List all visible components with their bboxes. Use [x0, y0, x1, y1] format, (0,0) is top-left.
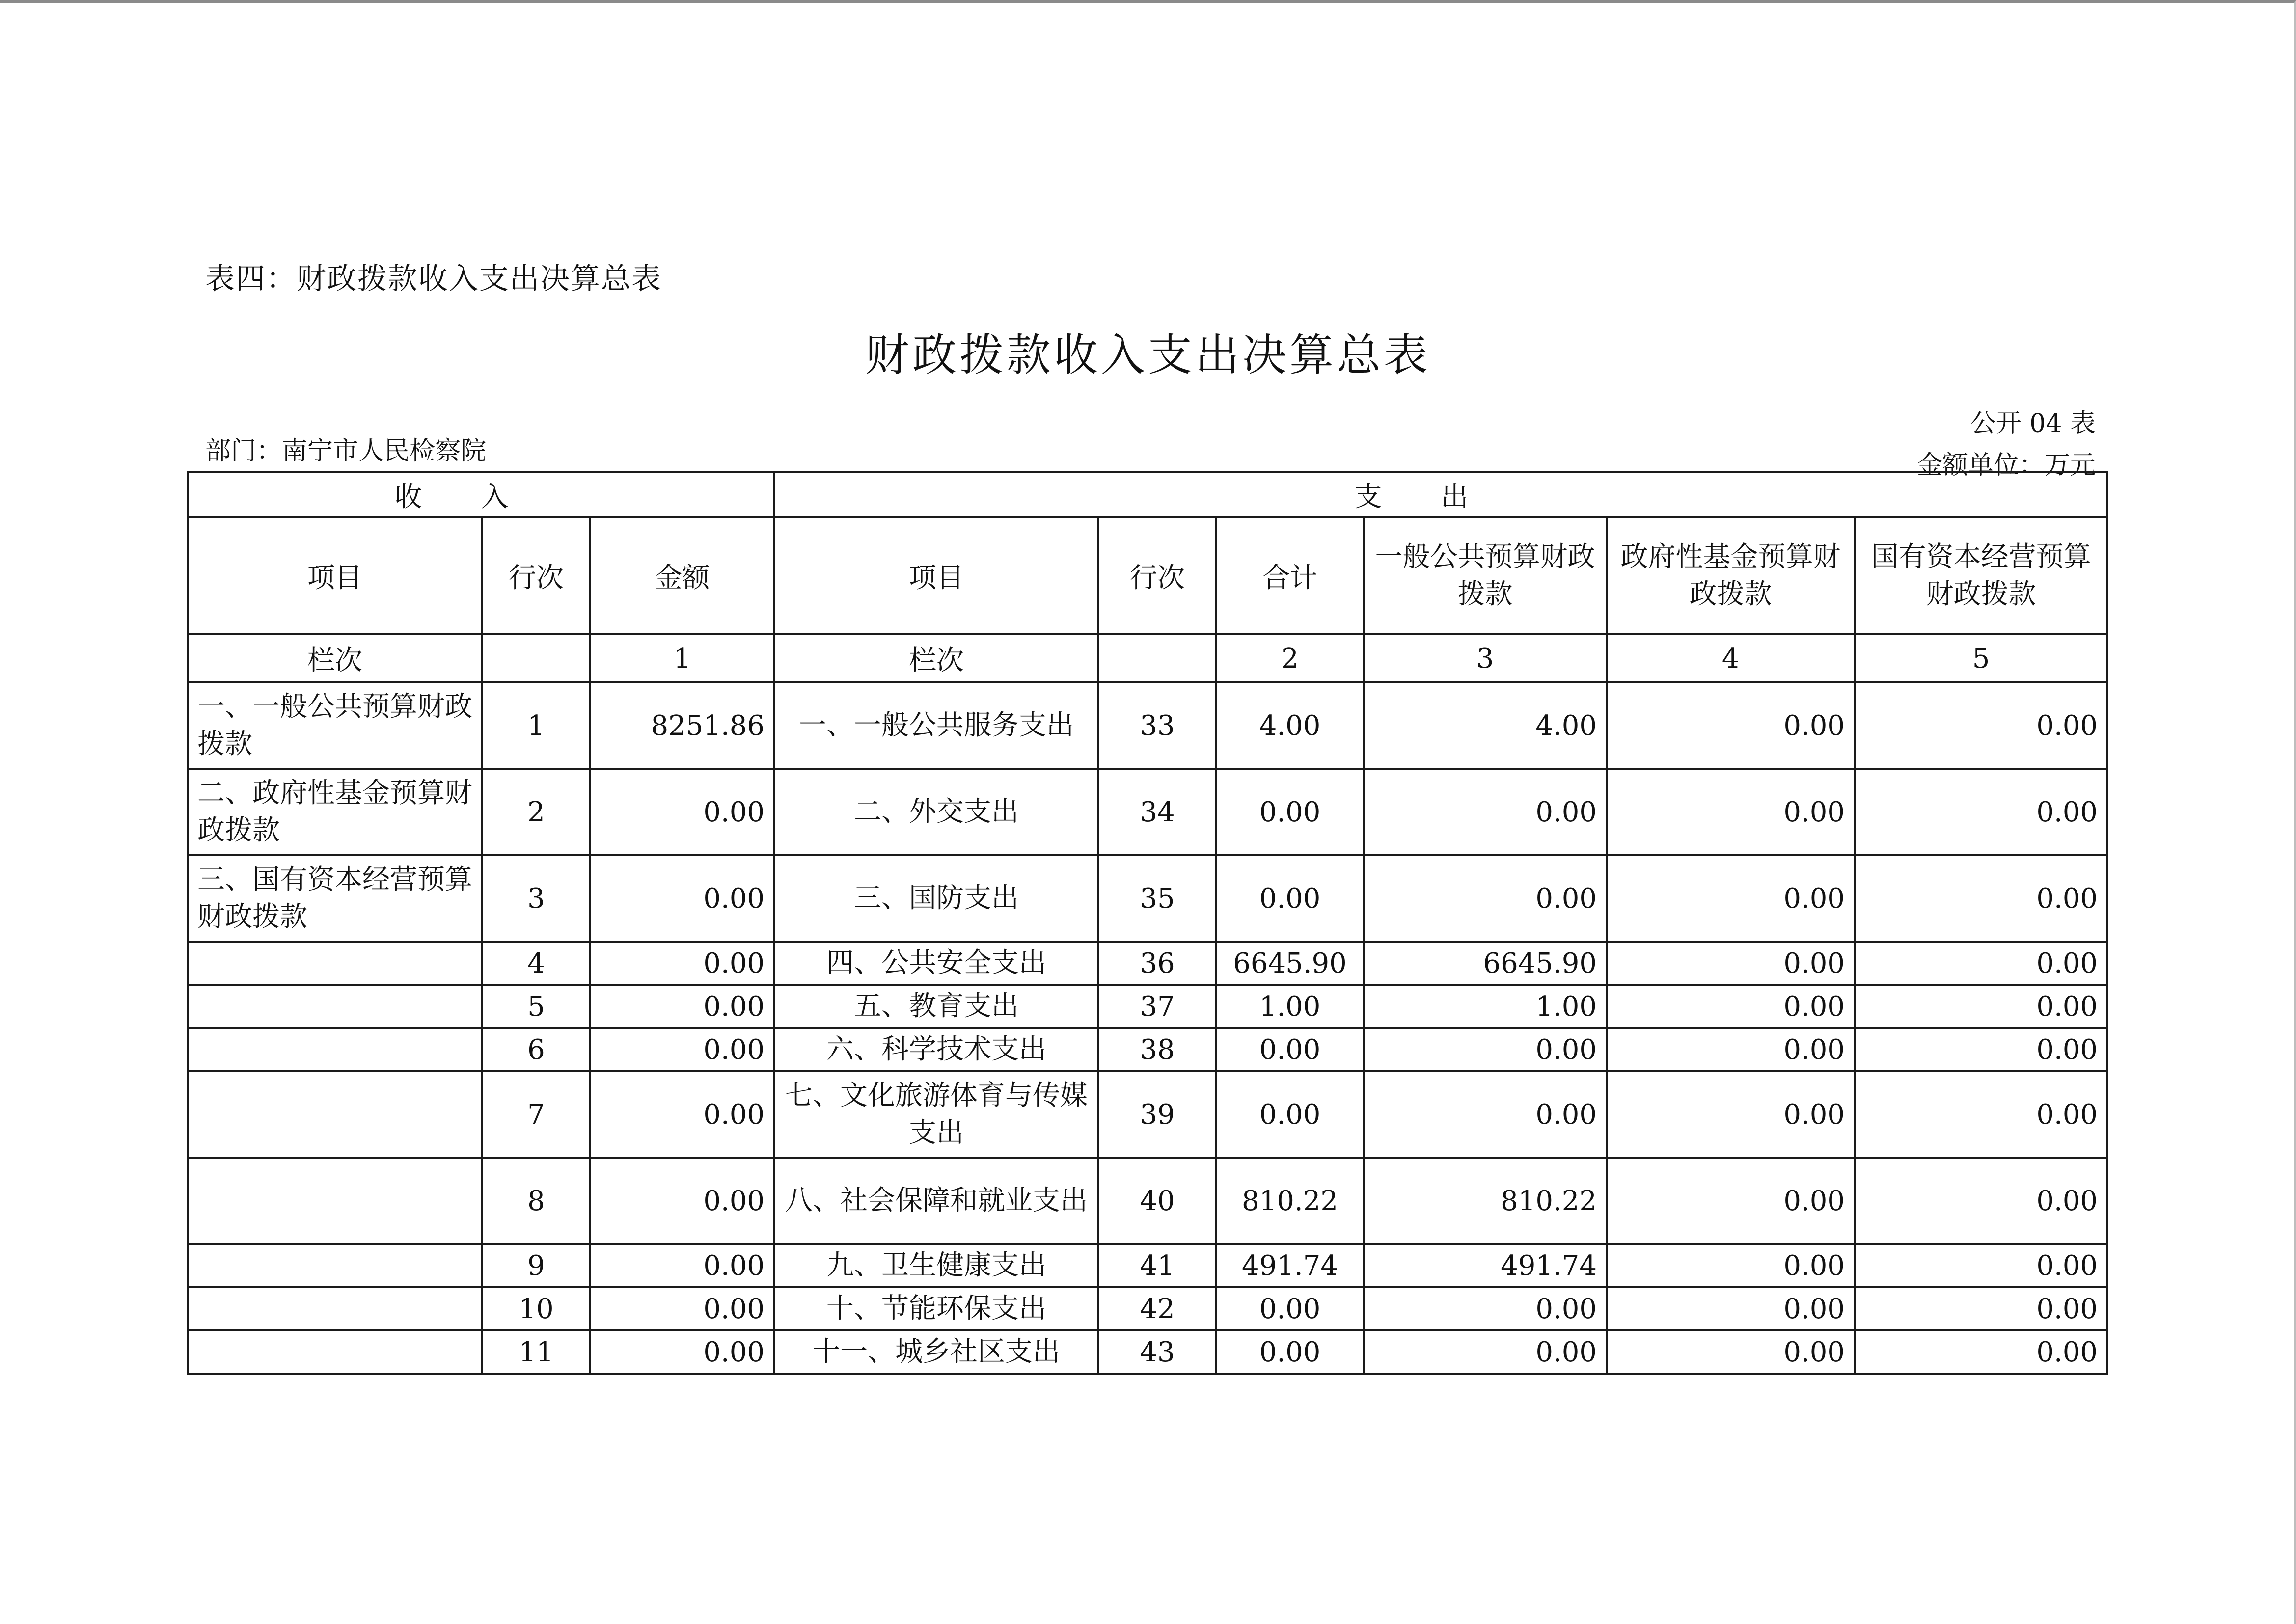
expense-header-text: 支出: [1354, 481, 1528, 513]
page-title: 财政拨款收入支出决算总表: [865, 329, 1431, 381]
income-item: [188, 1244, 482, 1287]
income-amount: 0.00: [590, 985, 774, 1028]
income-amount: 0.00: [590, 1287, 774, 1330]
col-header-exp-row-no: 行次: [1098, 517, 1216, 634]
income-item: [188, 1158, 482, 1244]
expense-item: 一、一般公共服务支出: [774, 682, 1098, 769]
gov-fund-amount: 0.00: [1607, 855, 1855, 942]
income-item: 一、一般公共预算财政拨款: [188, 682, 482, 769]
expense-item: 七、文化旅游体育与传媒支出: [774, 1071, 1098, 1158]
table-row: [188, 1158, 2107, 1244]
col-header-amount: 金额: [590, 517, 774, 634]
general-budget-amount: 1.00: [1364, 985, 1607, 1028]
income-amount: 0.00: [590, 769, 774, 855]
income-row-no: 10: [482, 1287, 590, 1330]
col-index-4: 4: [1607, 634, 1855, 682]
col-header-general: 一般公共预算财政拨款: [1364, 517, 1607, 634]
general-budget-amount: 0.00: [1364, 1287, 1607, 1330]
state-capital-amount: 0.00: [1855, 1244, 2107, 1287]
income-row-no: 1: [482, 682, 590, 769]
col-index-2: 2: [1216, 634, 1364, 682]
income-amount: 0.00: [590, 1330, 774, 1374]
expense-row-no: 42: [1098, 1287, 1216, 1330]
income-row-no: 11: [482, 1330, 590, 1374]
total-amount: 0.00: [1216, 1028, 1364, 1071]
total-amount: 0.00: [1216, 855, 1364, 942]
col-header-exp-item: 项目: [774, 517, 1098, 634]
gov-fund-amount: 0.00: [1607, 1330, 1855, 1374]
appropriation-table: [187, 471, 2108, 1375]
column-header-row: [188, 517, 2107, 634]
state-capital-amount: 0.00: [1855, 1028, 2107, 1071]
total-amount: 0.00: [1216, 769, 1364, 855]
expense-item: 十、节能环保支出: [774, 1287, 1098, 1330]
income-item: [188, 1071, 482, 1158]
expense-row-no: 41: [1098, 1244, 1216, 1287]
total-amount: 1.00: [1216, 985, 1364, 1028]
income-item: 三、国有资本经营预算财政拨款: [188, 855, 482, 942]
col-index-empty: [482, 634, 590, 682]
income-amount: 0.00: [590, 942, 774, 985]
table-row: [188, 855, 2107, 942]
table-row: [188, 1071, 2107, 1158]
general-budget-amount: 0.00: [1364, 1071, 1607, 1158]
state-capital-amount: 0.00: [1855, 1071, 2107, 1158]
gov-fund-amount: 0.00: [1607, 682, 1855, 769]
col-header-state-capital: 国有资本经营预算财政拨款: [1855, 517, 2107, 634]
expense-row-no: 38: [1098, 1028, 1216, 1071]
expense-row-no: 39: [1098, 1071, 1216, 1158]
gov-fund-amount: 0.00: [1607, 1028, 1855, 1071]
amount-unit-label: 金额单位：万元: [1916, 451, 2096, 480]
income-row-no: 6: [482, 1028, 590, 1071]
state-capital-amount: 0.00: [1855, 682, 2107, 769]
expense-item: 五、教育支出: [774, 985, 1098, 1028]
general-budget-amount: 6645.90: [1364, 942, 1607, 985]
general-budget-amount: 4.00: [1364, 682, 1607, 769]
table-row: [188, 942, 2107, 985]
col-index-empty: [1098, 634, 1216, 682]
expense-item: 九、卫生健康支出: [774, 1244, 1098, 1287]
table-row: [188, 769, 2107, 855]
total-amount: 0.00: [1216, 1330, 1364, 1374]
gov-fund-amount: 0.00: [1607, 769, 1855, 855]
income-header: [188, 472, 774, 517]
expense-item: 三、国防支出: [774, 855, 1098, 942]
income-row-no: 4: [482, 942, 590, 985]
general-budget-amount: 491.74: [1364, 1244, 1607, 1287]
income-amount: 0.00: [590, 1071, 774, 1158]
general-budget-amount: 0.00: [1364, 855, 1607, 942]
expense-row-no: 33: [1098, 682, 1216, 769]
income-row-no: 7: [482, 1071, 590, 1158]
expense-item: 十一、城乡社区支出: [774, 1330, 1098, 1374]
gov-fund-amount: 0.00: [1607, 1071, 1855, 1158]
total-amount: 0.00: [1216, 1287, 1364, 1330]
col-header-total: 合计: [1216, 517, 1364, 634]
state-capital-amount: 0.00: [1855, 1287, 2107, 1330]
table-row: [188, 1028, 2107, 1071]
col-index-1: 1: [590, 634, 774, 682]
total-amount: 6645.90: [1216, 942, 1364, 985]
income-amount: 8251.86: [590, 682, 774, 769]
expense-row-no: 36: [1098, 942, 1216, 985]
total-amount: 491.74: [1216, 1244, 1364, 1287]
department-label: 部门：南宁市人民检察院: [205, 436, 487, 466]
col-header-item: 项目: [188, 517, 482, 634]
expense-item: 四、公共安全支出: [774, 942, 1098, 985]
expense-row-no: 34: [1098, 769, 1216, 855]
general-budget-amount: 0.00: [1364, 769, 1607, 855]
table-row: [188, 1244, 2107, 1287]
col-header-fund: 政府性基金预算财政拨款: [1607, 517, 1855, 634]
income-item: [188, 1287, 482, 1330]
expense-header: [774, 472, 2107, 517]
state-capital-amount: 0.00: [1855, 1330, 2107, 1374]
income-amount: 0.00: [590, 855, 774, 942]
income-row-no: 8: [482, 1158, 590, 1244]
income-item: [188, 985, 482, 1028]
state-capital-amount: 0.00: [1855, 942, 2107, 985]
gov-fund-amount: 0.00: [1607, 985, 1855, 1028]
col-header-row-no: 行次: [482, 517, 590, 634]
income-amount: 0.00: [590, 1244, 774, 1287]
expense-row-no: 37: [1098, 985, 1216, 1028]
expense-row-no: 35: [1098, 855, 1216, 942]
col-index-exp-label: 栏次: [774, 634, 1098, 682]
expense-row-no: 43: [1098, 1330, 1216, 1374]
expense-item: 六、科学技术支出: [774, 1028, 1098, 1071]
column-index-row: [188, 634, 2107, 682]
income-item: 二、政府性基金预算财政拨款: [188, 769, 482, 855]
gov-fund-amount: 0.00: [1607, 1244, 1855, 1287]
general-budget-amount: 0.00: [1364, 1028, 1607, 1071]
state-capital-amount: 0.00: [1855, 769, 2107, 855]
income-row-no: 3: [482, 855, 590, 942]
table-row: [188, 682, 2107, 769]
state-capital-amount: 0.00: [1855, 855, 2107, 942]
table-row: [188, 1330, 2107, 1374]
income-item: [188, 1330, 482, 1374]
gov-fund-amount: 0.00: [1607, 942, 1855, 985]
expense-item: 二、外交支出: [774, 769, 1098, 855]
total-amount: 4.00: [1216, 682, 1364, 769]
expense-item: 八、社会保障和就业支出: [774, 1158, 1098, 1244]
state-capital-amount: 0.00: [1855, 985, 2107, 1028]
income-row-no: 9: [482, 1244, 590, 1287]
total-amount: 810.22: [1216, 1158, 1364, 1244]
income-item: [188, 1028, 482, 1071]
expense-row-no: 40: [1098, 1158, 1216, 1244]
income-amount: 0.00: [590, 1028, 774, 1071]
col-index-5: 5: [1855, 634, 2107, 682]
income-amount: 0.00: [590, 1158, 774, 1244]
table-row: [188, 1287, 2107, 1330]
form-number: 公开 04 表: [1970, 409, 2096, 438]
table-row: [188, 985, 2107, 1028]
doc-label: 表四：财政拨款收入支出决算总表: [205, 262, 662, 296]
general-budget-amount: 0.00: [1364, 1330, 1607, 1374]
col-index-3: 3: [1364, 634, 1607, 682]
gov-fund-amount: 0.00: [1607, 1287, 1855, 1330]
gov-fund-amount: 0.00: [1607, 1158, 1855, 1244]
income-header-text: 收入: [394, 481, 568, 513]
income-row-no: 5: [482, 985, 590, 1028]
section-header-row: [188, 472, 2107, 517]
col-index-label: 栏次: [188, 634, 482, 682]
total-amount: 0.00: [1216, 1071, 1364, 1158]
income-row-no: 2: [482, 769, 590, 855]
state-capital-amount: 0.00: [1855, 1158, 2107, 1244]
general-budget-amount: 810.22: [1364, 1158, 1607, 1244]
income-item: [188, 942, 482, 985]
